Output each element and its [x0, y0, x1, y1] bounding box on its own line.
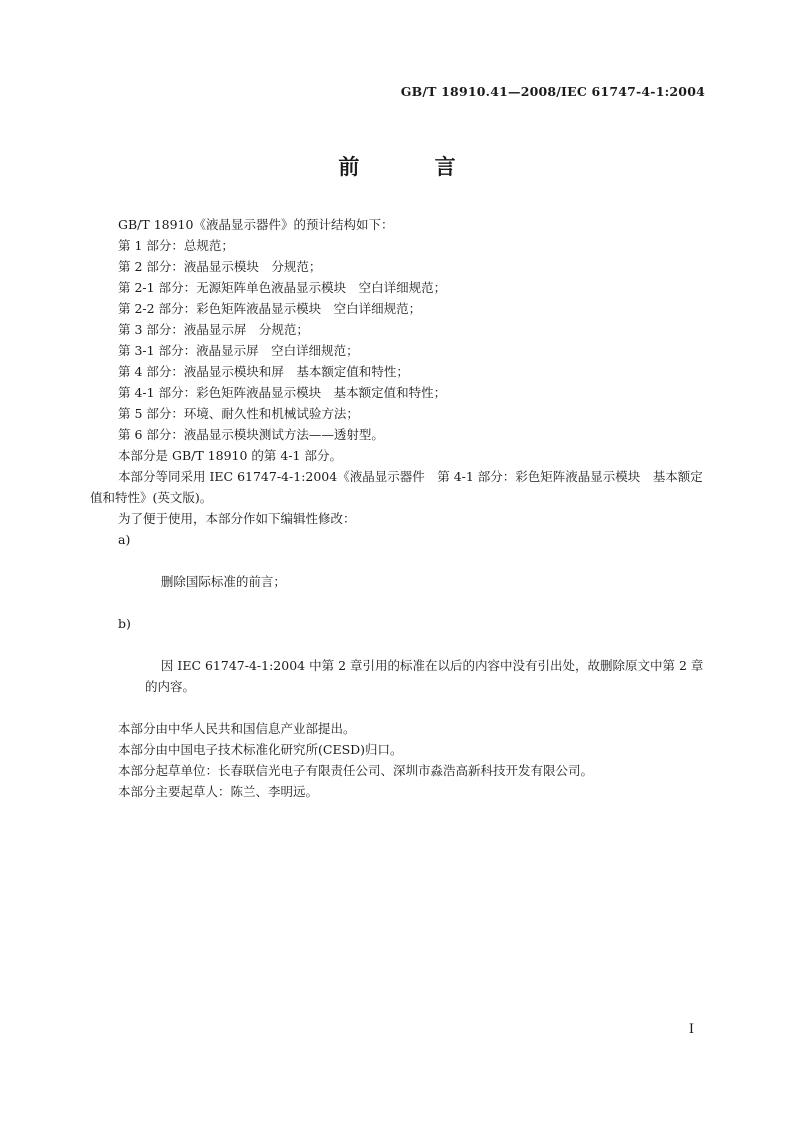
- paragraph: 本部分起草单位：长春联信光电子有限责任公司、深圳市淼浩高新科技开发有限公司。: [118, 763, 594, 778]
- paragraph: 第 4-1 部分：彩色矩阵液晶显示模块 基本额定值和特性；: [118, 385, 447, 400]
- list-item: [90, 529, 706, 613]
- paragraph: GB/T 18910《液晶显示器件》的预计结构如下：: [118, 217, 394, 232]
- paragraph: 本部分是 GB/T 18910 的第 4-1 部分。: [118, 448, 342, 463]
- paragraph: 第 6 部分：液晶显示模块测试方法——透射型。: [118, 427, 384, 442]
- paragraph: 第 2 部分：液晶显示模块 分规范；: [118, 259, 322, 274]
- paragraph: 本部分由中华人民共和国信息产业部提出。: [118, 721, 356, 736]
- paragraph: 第 3 部分：液晶显示屏 分规范；: [118, 322, 309, 337]
- paragraph: 第 5 部分：环境、耐久性和机械试验方法；: [118, 406, 359, 421]
- list-item-label: b): [118, 616, 131, 631]
- list-item-text: 删除国际标准的前言；: [160, 574, 286, 589]
- paragraph: 为了便于使用，本部分作如下编辑性修改：: [118, 511, 356, 526]
- page-title: 前 言: [338, 155, 490, 179]
- paragraph: 第 3-1 部分：液晶显示屏 空白详细规范；: [118, 343, 359, 358]
- list-item: [90, 613, 706, 718]
- page-number: I: [688, 1022, 694, 1037]
- paragraph: 第 4 部分：液晶显示模块和屏 基本额定值和特性；: [118, 364, 409, 379]
- paragraph: 第 1 部分：总规范；: [118, 238, 234, 253]
- paragraph: 本部分等同采用 IEC 61747-4-1:2004《液晶显示器件 第 4-1 部分：彩色矩阵液晶显示模块 基本额定值和特性》(英文版)。: [90, 469, 703, 505]
- paragraph: 第 2-2 部分：彩色矩阵液晶显示模块 空白详细规范；: [118, 301, 422, 316]
- list-item-text: 因 IEC 61747-4-1:2004 中第 2 章引用的标准在以后的内容中没有引出处，故删除原文中第 2 章的内容。: [145, 658, 704, 694]
- paragraph: 本部分主要起草人：陈兰、李明远。: [118, 784, 319, 799]
- standard-code: GB/T 18910.41—2008/IEC 61747-4-1:2004: [400, 84, 705, 99]
- paragraph: 本部分由中国电子技术标准化研究所(CESD)归口。: [118, 742, 403, 757]
- paragraph: 第 2-1 部分：无源矩阵单色液晶显示模块 空白详细规范；: [118, 280, 447, 295]
- list-item-label: a): [118, 532, 131, 547]
- foreword-body: [90, 214, 706, 802]
